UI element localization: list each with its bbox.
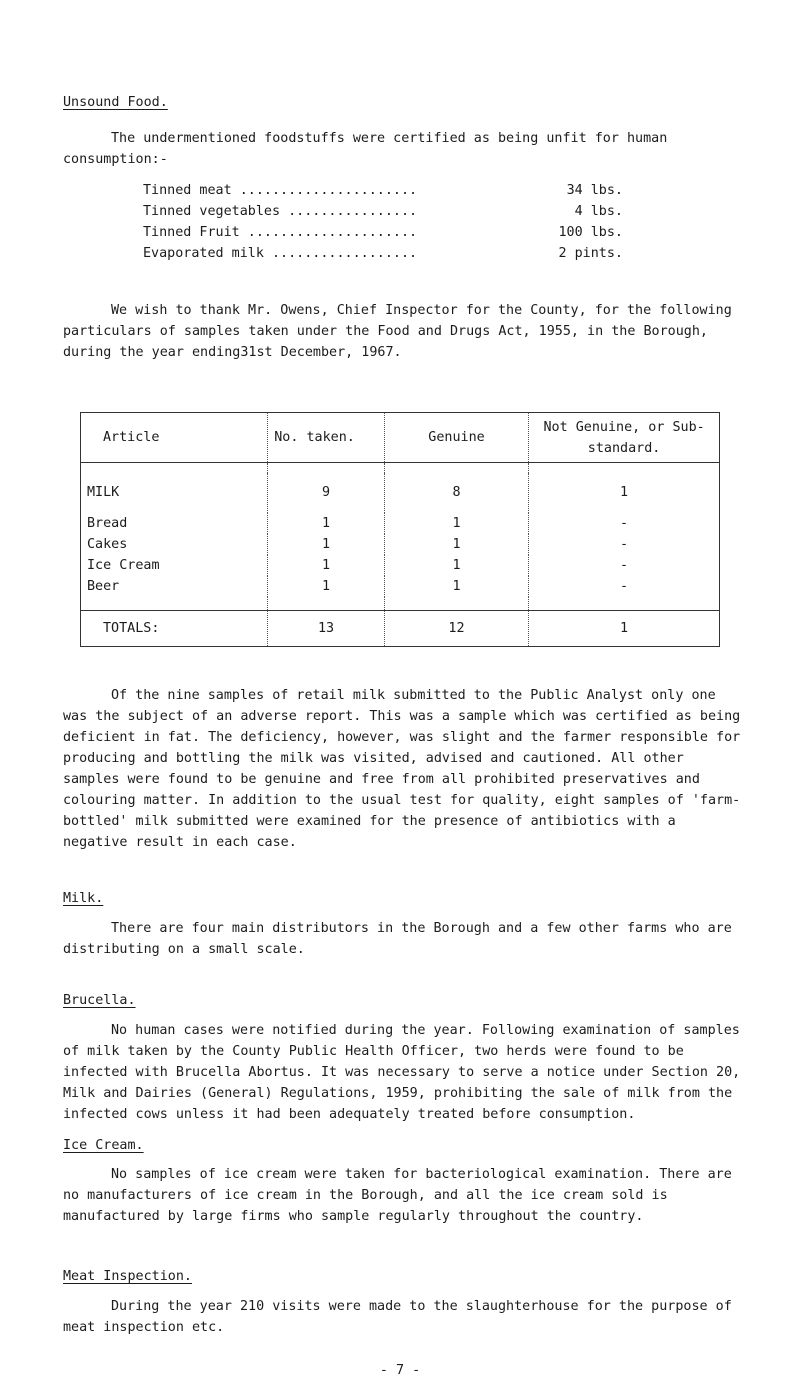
milk-analysis-paragraph: Of the nine samples of retail milk submitted to the Public Analyst only one was the subject of an adverse report. This was a sample which was certified as being deficient in fat. The deficiency, however, was slight and the farmer responsible for producing and bottling the milk was visited, advised and cautioned. All other samples were found to be genuine and free from all prohibited preservatives and colouring matter. In addition to the usual test for quality, eight samples of 'farm-bottled' milk submitted were examined for the presence of antibiotics with a negative result in each case. <box>63 688 741 850</box>
table-header-row <box>81 413 720 463</box>
section-heading-ice-cream: Ice Cream. <box>63 1138 144 1153</box>
column-header-genuine: Genuine <box>384 413 528 463</box>
list-item: Tinned Fruit ..................... 100 lbs. <box>143 225 623 240</box>
table-row: MILK 9 8 1 <box>81 473 720 513</box>
section-heading-unsound-food: Unsound Food. <box>63 95 168 110</box>
column-header-no-taken: No. taken. <box>268 413 385 463</box>
list-item: Tinned meat ...................... 34 lbs. <box>143 183 623 198</box>
intro-paragraph: The undermentioned foodstuffs were certified as being unfit for human consumption:- <box>63 131 668 167</box>
section-heading-brucella: Brucella. <box>63 993 136 1008</box>
ice-cream-paragraph: No samples of ice cream were taken for bacteriological examination. There are no manufacturers of ice cream in the Borough, and all the ice cream sold is manufactured by large firms who sample regularly throughout the country. <box>63 1167 732 1224</box>
column-header-not-genuine: Not Genuine, or Sub-standard. <box>529 413 720 463</box>
thanks-paragraph: We wish to thank Mr. Owens, Chief Inspector for the County, for the following particulars of samples taken under the Food and Drugs Act, 1955, in the Borough, during the year ending31st December, 1967. <box>63 303 732 360</box>
page-number: - 7 - <box>379 1363 421 1378</box>
table-totals-row: TOTALS: 13 12 1 <box>81 611 720 647</box>
section-heading-meat-inspection: Meat Inspection. <box>63 1269 192 1284</box>
milk-paragraph: There are four main distributors in the Borough and a few other farms who are distributing on a small scale. <box>63 921 732 957</box>
brucella-paragraph: No human cases were notified during the year. Following examination of samples of milk taken by the County Public Health Officer, two herds were found to be infected with Brucella Abortus. It was necessary to serve a notice under Section 20, Milk and Dairies (General) Regulations, 1959, prohibiting the sale of milk from the infected cows unless it had been adequately treated before consumption. <box>63 1023 741 1122</box>
section-heading-milk: Milk. <box>63 891 104 906</box>
list-item: Evaporated milk .................. 2 pints. <box>143 246 623 261</box>
samples-table <box>80 412 720 647</box>
unsound-food-list <box>143 180 663 264</box>
meat-paragraph: During the year 210 visits were made to the slaughterhouse for the purpose of meat inspection etc. <box>63 1299 732 1335</box>
table-row: Bread 1 1 - <box>81 513 720 534</box>
table-row: Beer 1 1 - <box>81 576 720 597</box>
table-row: Ice Cream 1 1 - <box>81 555 720 576</box>
list-item: Tinned vegetables ................ 4 lbs. <box>143 204 623 219</box>
column-header-article: Article <box>81 413 268 463</box>
table-row: Cakes 1 1 - <box>81 534 720 555</box>
